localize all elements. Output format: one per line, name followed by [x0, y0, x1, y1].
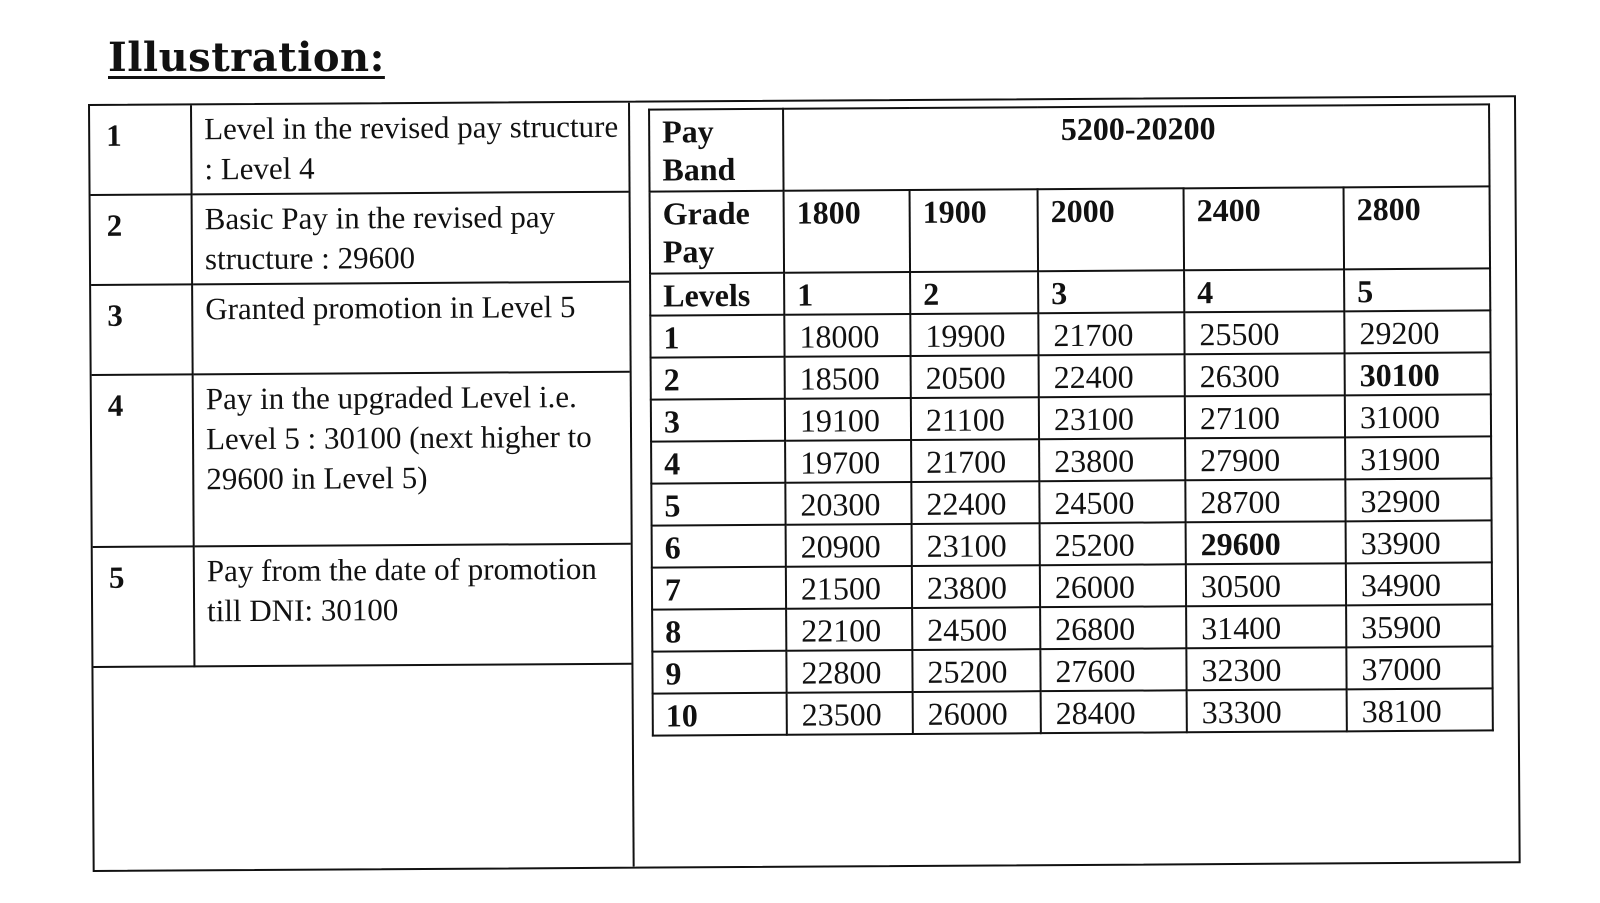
- row-index: 10: [653, 693, 787, 736]
- highlighted-pay-cell: 30100: [1345, 352, 1491, 395]
- pay-cell: 31900: [1345, 436, 1491, 479]
- illustration-heading: Illustration:: [108, 34, 385, 81]
- matrix-row: [653, 688, 1493, 735]
- row-index: 6: [652, 525, 786, 568]
- pay-cell: 35900: [1346, 604, 1492, 647]
- level-number: 2: [910, 271, 1038, 314]
- pay-cell: 22400: [911, 481, 1039, 524]
- levels-row: [650, 268, 1490, 315]
- grade-pay-value: 1800: [784, 190, 910, 273]
- grade-pay-value: 2800: [1344, 186, 1490, 269]
- levels-label: Levels: [650, 273, 784, 316]
- pay-cell: 21700: [1038, 312, 1184, 355]
- matrix-row: [651, 478, 1491, 525]
- row-index: 4: [651, 441, 785, 484]
- pay-cell: 19700: [785, 440, 911, 483]
- step-number: 1: [90, 105, 192, 195]
- matrix-row: [652, 646, 1492, 693]
- grade-pay-value: 2000: [1038, 188, 1184, 271]
- pay-cell: 23800: [1039, 438, 1185, 481]
- pay-cell: 20500: [911, 355, 1039, 398]
- row-index: 8: [652, 609, 786, 652]
- pay-cell: 22100: [786, 608, 912, 651]
- pay-cell: 32900: [1345, 478, 1491, 521]
- matrix-row: [651, 436, 1491, 483]
- pay-cell: 24500: [1039, 480, 1185, 523]
- level-number: 3: [1038, 270, 1184, 313]
- pay-cell: 28400: [1041, 690, 1187, 733]
- step-number: 3: [91, 284, 193, 375]
- matrix-row: [652, 520, 1492, 567]
- step-row: [93, 544, 632, 667]
- matrix-row: [651, 352, 1491, 399]
- pay-cell: 23100: [912, 523, 1040, 566]
- pay-cell: 29200: [1344, 310, 1490, 353]
- pay-band-row: [649, 104, 1489, 191]
- step-row: [91, 192, 630, 285]
- row-index: 2: [651, 357, 785, 400]
- row-index: 1: [650, 315, 784, 358]
- row-index: 3: [651, 399, 785, 442]
- pay-cell: 22400: [1039, 354, 1185, 397]
- step-number: 4: [92, 374, 194, 547]
- pay-cell: 37000: [1346, 646, 1492, 689]
- row-index: 9: [652, 651, 786, 694]
- pay-cell: 26000: [913, 691, 1041, 734]
- pay-band-label: Pay Band: [649, 109, 783, 192]
- matrix-row: [650, 310, 1490, 357]
- grade-pay-value: 2400: [1184, 187, 1344, 270]
- step-text: Basic Pay in the revised pay structure : 29600: [192, 192, 630, 285]
- pay-cell: 21700: [911, 439, 1039, 482]
- pay-cell: 26300: [1185, 353, 1345, 396]
- steps-table: [90, 103, 631, 668]
- illustration-container-table: [88, 95, 1521, 872]
- pay-cell: 28700: [1185, 479, 1345, 522]
- pay-cell: 38100: [1347, 688, 1493, 731]
- level-number: 4: [1184, 269, 1344, 312]
- pay-cell: 33900: [1346, 520, 1492, 563]
- step-text: Level in the revised pay structure : Level 4: [191, 103, 629, 195]
- pay-cell: 19900: [910, 313, 1038, 356]
- pay-cell: 31400: [1186, 605, 1346, 648]
- matrix-row: [652, 562, 1492, 609]
- pay-cell: 31000: [1345, 394, 1491, 437]
- pay-cell: 21100: [911, 397, 1039, 440]
- pay-cell: 22800: [786, 650, 912, 693]
- step-number: 5: [93, 546, 195, 667]
- pay-band-value: 5200-20200: [783, 104, 1489, 190]
- step-text: [193, 372, 631, 547]
- pay-cell: 26000: [1040, 564, 1186, 607]
- pay-cell: 20300: [785, 482, 911, 525]
- step-row: [92, 372, 631, 547]
- pay-cell: 18000: [784, 314, 910, 357]
- matrix-row: [652, 604, 1492, 651]
- highlighted-pay-cell: 29600: [1186, 521, 1346, 564]
- pay-cell: 26800: [1040, 606, 1186, 649]
- row-index: 7: [652, 567, 786, 610]
- grade-pay-row: [650, 186, 1490, 273]
- pay-matrix-table: [648, 103, 1494, 736]
- level-number: 1: [784, 272, 910, 315]
- pay-cell: 27100: [1185, 395, 1345, 438]
- pay-cell: 34900: [1346, 562, 1492, 605]
- step-text: Granted promotion in Level 5: [192, 282, 630, 375]
- step-number: 2: [91, 194, 193, 285]
- pay-cell: 20900: [786, 524, 912, 567]
- pay-cell: 30500: [1186, 563, 1346, 606]
- pay-cell: 27600: [1040, 648, 1186, 691]
- matrix-row: [651, 394, 1491, 441]
- step-row: [90, 103, 629, 195]
- step-text: Pay from the date of promotion till DNI: 30100: [194, 544, 632, 667]
- pay-cell: 21500: [786, 566, 912, 609]
- level-number: 5: [1344, 268, 1490, 311]
- pay-cell: 23100: [1039, 396, 1185, 439]
- pay-cell: 27900: [1185, 437, 1345, 480]
- grade-pay-value: 1900: [910, 189, 1038, 272]
- pay-cell: 25500: [1184, 311, 1344, 354]
- pay-cell: 18500: [785, 356, 911, 399]
- row-index: 5: [651, 483, 785, 526]
- pay-cell: 32300: [1186, 647, 1346, 690]
- pay-cell: 33300: [1187, 689, 1347, 732]
- pay-cell: 19100: [785, 398, 911, 441]
- step-row: [91, 282, 630, 375]
- pay-cell: 24500: [912, 607, 1040, 650]
- pay-cell: 25200: [912, 649, 1040, 692]
- pay-cell: 23800: [912, 565, 1040, 608]
- step-text-line: Pay in the upgraded Level i.e.: [205, 379, 577, 417]
- steps-panel: [90, 103, 635, 870]
- grade-pay-label: Grade Pay: [650, 191, 784, 274]
- pay-cell: 25200: [1040, 522, 1186, 565]
- pay-matrix-panel: [648, 103, 1494, 736]
- pay-cell: 23500: [787, 692, 913, 735]
- step-text-line: Level 5 : 30100 (next higher to 29600 in Level 5): [205, 418, 592, 497]
